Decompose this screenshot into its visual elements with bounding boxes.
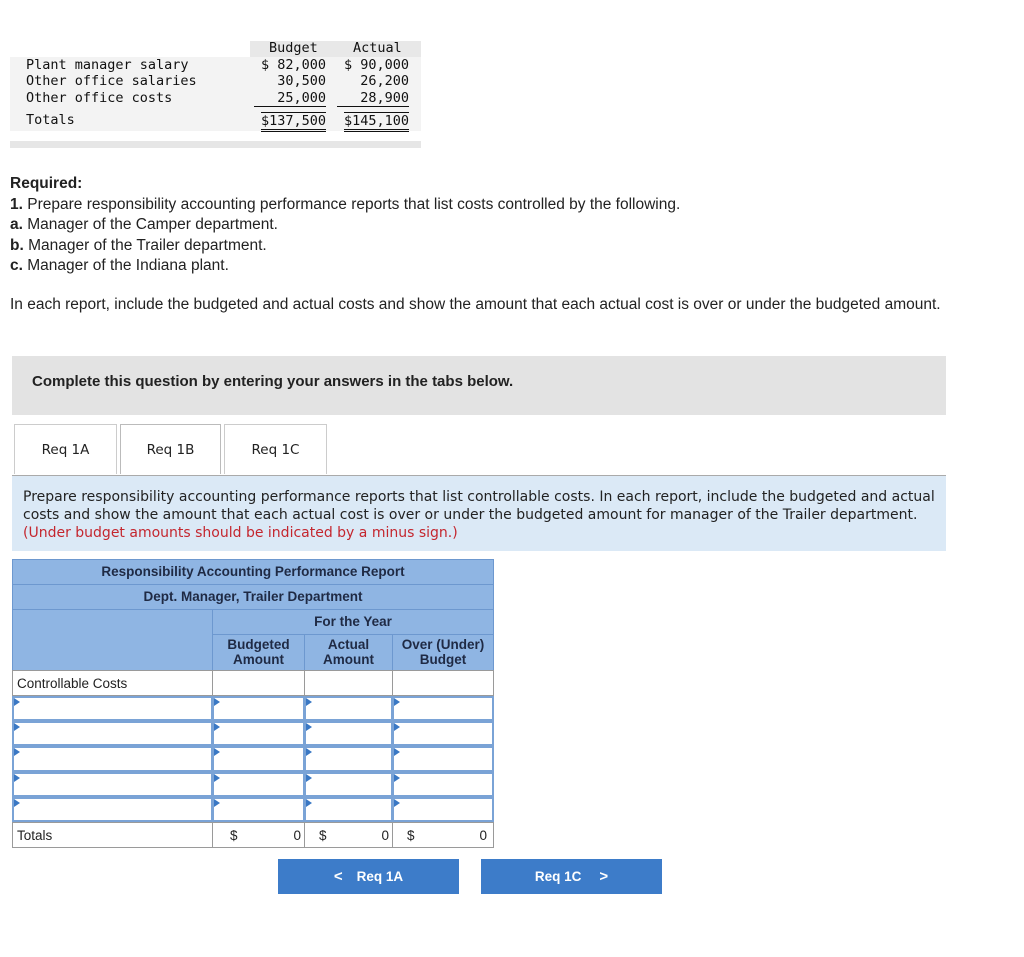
over-under-input[interactable] — [392, 721, 494, 746]
cost-row — [10, 90, 421, 107]
cost-row — [10, 57, 421, 74]
actual-input[interactable] — [304, 746, 393, 772]
next-button[interactable] — [481, 859, 662, 894]
currency-symbol: $ — [407, 828, 415, 843]
cost-row-label: Other office salaries — [26, 73, 197, 89]
cost-totals-label: Totals — [26, 112, 75, 128]
currency-symbol: $ — [319, 828, 327, 843]
chevron-left-icon: < — [333, 868, 343, 885]
over-under-input[interactable] — [392, 797, 494, 822]
cost-totals-budget: $137,500 — [261, 112, 326, 132]
instructions-text: Prepare responsibility accounting performance reports that list controllable costs. In each report, include the budgeted and actual costs and show the amount that each actual cost is over or under the budgeted amount for manager of the Trailer department. — [23, 489, 935, 523]
cost-row-actual: 28,900 — [337, 90, 409, 107]
tab-req-1c[interactable]: Req 1C — [224, 424, 327, 474]
actual-input[interactable] — [304, 797, 393, 822]
cost-row — [10, 73, 421, 90]
cost-row-budget: 25,000 — [254, 90, 326, 107]
required-heading: Required: — [10, 175, 83, 192]
prev-button-label: Req 1A — [356, 869, 404, 884]
report-title: Responsibility Accounting Performance Report — [12, 559, 494, 585]
over-under-input[interactable] — [392, 772, 494, 797]
instructions-banner — [12, 356, 946, 415]
required-item-1: 1. Prepare responsibility accounting performance reports that list costs controlled by the following. — [10, 195, 681, 213]
next-button-label: Req 1C — [534, 869, 582, 884]
required-note: In each report, include the budgeted and actual costs and show the amount that each actual cost is over or under the budgeted amount. — [10, 296, 941, 313]
cost-row-actual: $ 90,000 — [343, 57, 409, 73]
total-budgeted-value: 0 — [293, 828, 301, 843]
instructions-note: (Under budget amounts should be indicated by a minus sign.) — [23, 525, 458, 541]
tab-req-1a[interactable]: Req 1A — [14, 424, 117, 474]
cost-name-input[interactable] — [12, 696, 213, 721]
controllable-costs-actual — [304, 670, 393, 696]
cost-row-actual: 26,200 — [360, 73, 409, 89]
tab-instructions — [12, 476, 946, 551]
required-item-c: c. Manager of the Indiana plant. — [10, 257, 229, 274]
col-header-actual: Actual — [353, 40, 402, 56]
controllable-costs-label: Controllable Costs — [12, 670, 213, 696]
controllable-costs-budgeted — [212, 670, 305, 696]
banner-text: Complete this question by entering your answers in the tabs below. — [32, 373, 514, 390]
controllable-costs-over — [392, 670, 494, 696]
actual-input[interactable] — [304, 696, 393, 721]
actual-input[interactable] — [304, 772, 393, 797]
over-under-input[interactable] — [392, 746, 494, 772]
required-item-a: a. Manager of the Camper department. — [10, 216, 278, 233]
col-header-budget: Budget — [269, 40, 318, 56]
cost-totals-row — [10, 112, 421, 129]
total-actual-value: 0 — [381, 828, 389, 843]
total-actual — [304, 822, 393, 848]
totals-label: Totals — [12, 822, 213, 848]
cost-row-label: Plant manager salary — [26, 57, 189, 73]
col-actual-amount: Actual Amount — [304, 634, 393, 671]
cost-name-input[interactable] — [12, 797, 213, 822]
report-subtitle: Dept. Manager, Trailer Department — [12, 584, 494, 610]
chevron-right-icon: > — [599, 868, 609, 885]
currency-symbol: $ — [230, 828, 238, 843]
budgeted-input[interactable] — [212, 696, 305, 721]
budgeted-input[interactable] — [212, 746, 305, 772]
cost-totals-actual: $145,100 — [344, 112, 409, 132]
actual-input[interactable] — [304, 721, 393, 746]
total-over-under — [392, 822, 494, 848]
report-label-header — [12, 609, 213, 671]
cost-table-bottom-bar — [10, 141, 421, 148]
tab-req-1b[interactable]: Req 1B — [120, 424, 221, 474]
prev-button[interactable] — [278, 859, 459, 894]
cost-name-input[interactable] — [12, 772, 213, 797]
budgeted-input[interactable] — [212, 772, 305, 797]
over-under-input[interactable] — [392, 696, 494, 721]
total-budgeted — [212, 822, 305, 848]
cost-row-budget: 30,500 — [277, 73, 326, 89]
total-over-under-value: 0 — [479, 828, 487, 843]
budgeted-input[interactable] — [212, 797, 305, 822]
cost-row-label: Other office costs — [26, 90, 173, 106]
col-over-under-budget: Over (Under) Budget — [392, 634, 494, 671]
report-period: For the Year — [212, 609, 494, 635]
budgeted-input[interactable] — [212, 721, 305, 746]
cost-name-input[interactable] — [12, 721, 213, 746]
required-item-b: b. Manager of the Trailer department. — [10, 236, 267, 254]
cost-row-budget: $ 82,000 — [260, 57, 326, 73]
required-section — [10, 174, 1010, 277]
cost-name-input[interactable] — [12, 746, 213, 772]
col-budgeted-amount: Budgeted Amount — [212, 634, 305, 671]
